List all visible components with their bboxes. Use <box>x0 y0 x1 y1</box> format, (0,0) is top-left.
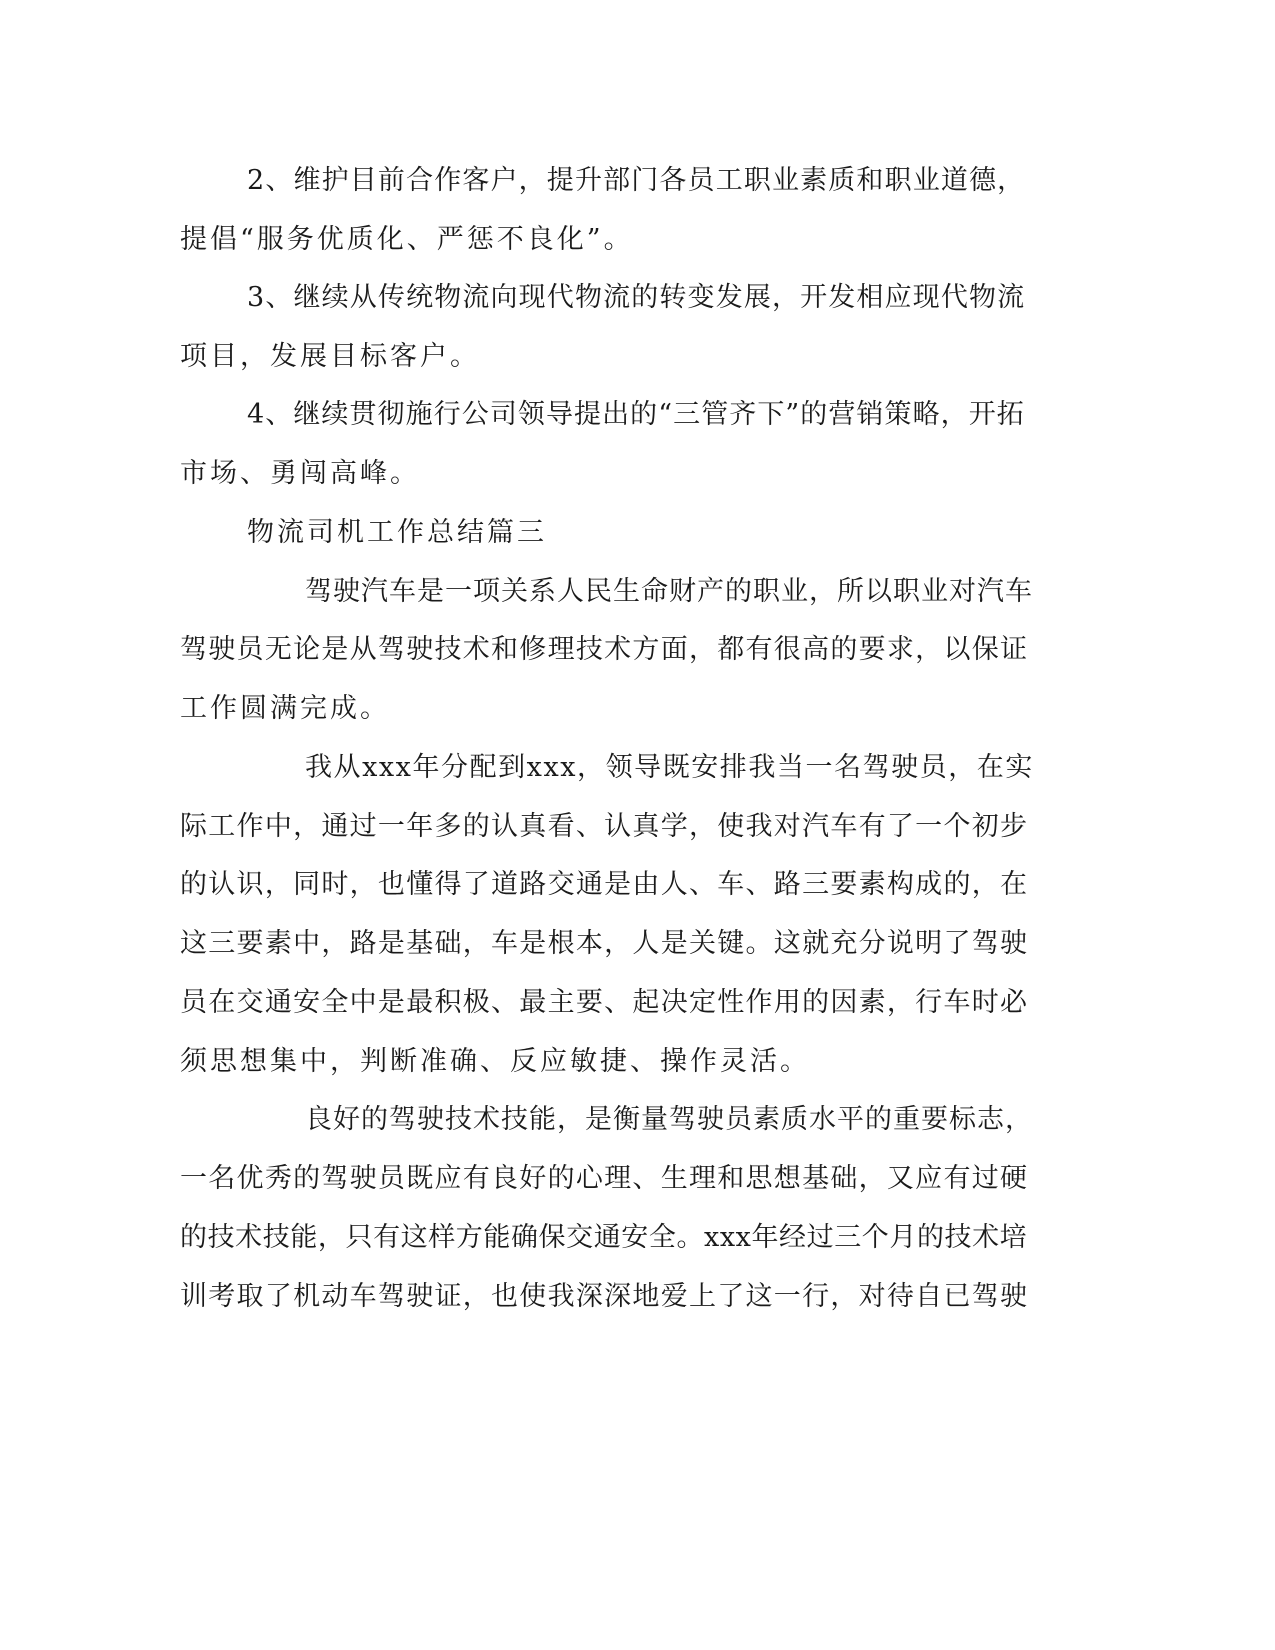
text-line-5: 4、继续贯彻施行公司领导提出的“三管齐下”的营销策略，开拓 <box>247 399 1025 430</box>
text-line-9: 驾驶员无论是从驾驶技术和修理技术方面，都有很高的要求，以保证 <box>180 634 1029 665</box>
text-line-19: 的技术技能，只有这样方能确保交通安全。xxx年经过三个月的技术培 <box>180 1222 1028 1253</box>
text-line-14: 这三要素中，路是基础，车是根本，人是关键。这就充分说明了驾驶 <box>180 928 1029 959</box>
text-line-10: 工作圆满完成。 <box>180 693 390 724</box>
text-line-11: 我从xxx年分配到xxx，领导既安排我当一名驾驶员，在实 <box>305 752 1034 783</box>
text-line-16: 须思想集中，判断准确、反应敏捷、操作灵活。 <box>180 1046 810 1077</box>
text-line-12: 际工作中，通过一年多的认真看、认真学，使我对汽车有了一个初步 <box>180 811 1029 842</box>
text-line-13: 的认识，同时，也懂得了道路交通是由人、车、路三要素构成的，在 <box>180 869 1029 900</box>
text-line-2: 提倡“服务优质化、严惩不良化”。 <box>180 224 634 255</box>
text-line-4: 项目，发展目标客户。 <box>180 341 480 372</box>
text-line-20: 训考取了机动车驾驶证，也使我深深地爱上了这一行，对待自已驾驶 <box>180 1281 1029 1312</box>
text-line-17: 良好的驾驶技术技能，是衡量驾驶员素质水平的重要标志， <box>305 1104 1033 1135</box>
section-heading: 物流司机工作总结篇三 <box>247 517 547 548</box>
text-line-8: 驾驶汽车是一项关系人民生命财产的职业，所以职业对汽车 <box>305 576 1033 607</box>
text-line-15: 员在交通安全中是最积极、最主要、起决定性作用的因素，行车时必 <box>180 987 1029 1018</box>
text-line-6: 市场、勇闯高峰。 <box>180 458 420 489</box>
text-line-3: 3、继续从传统物流向现代物流的转变发展，开发相应现代物流 <box>247 282 1026 313</box>
text-line-1: 2、维护目前合作客户，提升部门各员工职业素质和职业道德， <box>247 165 1026 196</box>
text-line-18: 一名优秀的驾驶员既应有良好的心理、生理和思想基础，又应有过硬 <box>180 1163 1029 1194</box>
